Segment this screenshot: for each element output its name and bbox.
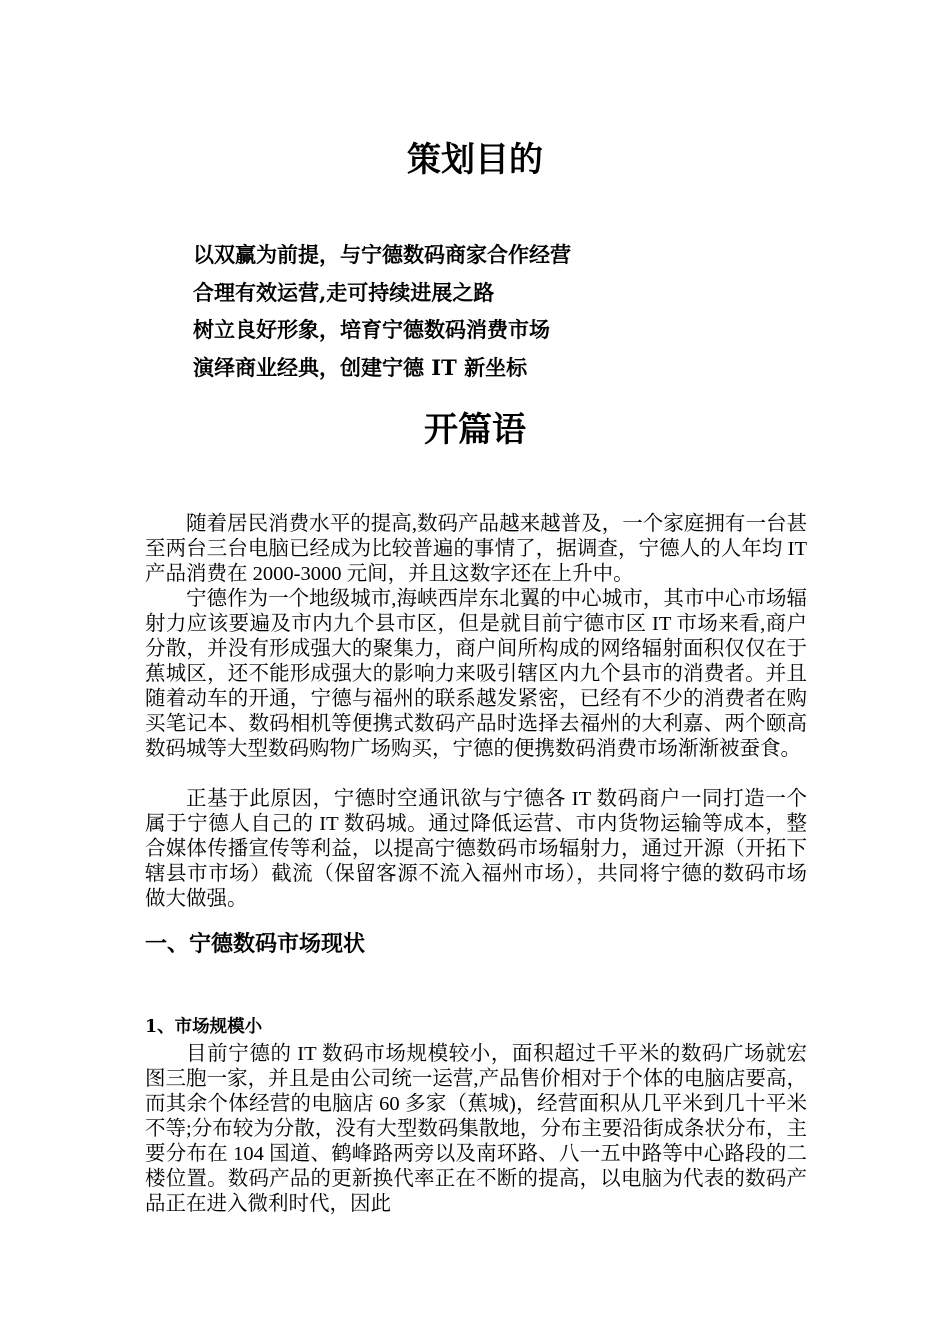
planning-purpose-title: 策划目的 — [407, 140, 543, 180]
opening-remarks-title: 开篇语 — [424, 410, 526, 450]
goals-list — [193, 240, 571, 390]
body-paragraph: 正基于此原因，宁德时空通讯欲与宁德各 IT 数码商户一同打造一个属于宁德人自己的 IT 数码城。通过降低运营、市内货物运输等成本，整合媒体传播宣传等利益，以提高宁德数码市场辐射力，通过开源（开拓下辖县市市场）截流（保留客源不流入福州市场），共同将宁德的数码市场做大做强。 — [145, 788, 807, 910]
subsection-heading: 1、市场规模小 — [145, 1017, 263, 1037]
goal-item: 合理有效运营,走可持续进展之路 — [193, 279, 495, 305]
section-heading: 一、宁德数码市场现状 — [145, 931, 366, 957]
goal-item: 以双赢为前提，与宁德数码商家合作经营 — [193, 242, 571, 267]
goal-item: 树立良好形象，培育宁德数码消费市场 — [193, 317, 550, 342]
body-paragraph: 目前宁德的 IT 数码市场规模较小，面积超过千平米的数码广场就宏图三胞一家，并且是由公司统一运营,产品售价相对于个体的电脑店要高，而其余个体经营的电脑店 60 多家（蕉城)，经营面积从几平米到几十平米不等;分布较为分散，没有大型数码集散地，分布主要沿街成条状分布，主要分布在 104 国道、鹤峰路两旁以及南环路、八一五中路等中心路段的二楼位置。数码产品的更新换代率正在不断的提高，以电脑为代表的数码产品正在进入微利时代，因此 — [145, 1043, 807, 1215]
body-paragraph: 宁德作为一个地级城市,海峡西岸东北翼的中心城市，其市中心市场辐射力应该要遍及市内九个县市区，但是就目前宁德市区 IT 市场来看,商户分散，并没有形成强大的聚集力，商户间所构成的网络辐射面积仅仅在于蕉城区，还不能形成强大的影响力来吸引辖区内九个县市的消费者。并且随着动车的开通，宁德与福州的联系越发紧密，已经有不少的消费者在购买笔记本、数码相机等便携式数码产品时选择去福州的大利嘉、两个颐高数码城等大型数码购物广场购买，宁德的便携数码消费市场渐渐被蚕食。 — [145, 588, 807, 760]
body-paragraph: 随着居民消费水平的提高,数码产品越来越普及，一个家庭拥有一台甚至两台三台电脑已经成为比较普遍的事情了，据调查，宁德人的人年均 IT 产品消费在 2000-3000 元间，并且这数字还在上升中。 — [145, 513, 807, 585]
goal-item: 演绎商业经典，创建宁德 IT 新坐标 — [193, 354, 528, 380]
